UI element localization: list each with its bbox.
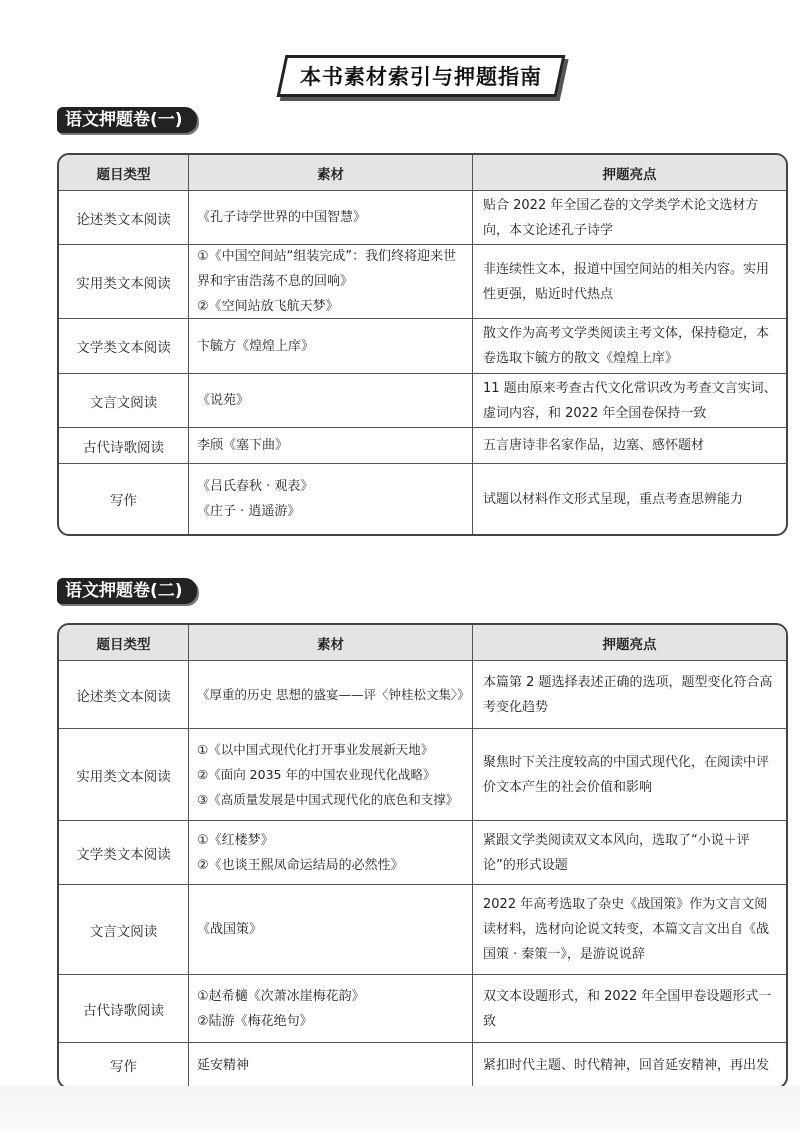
material-line: ①《以中国式现代化打开事业发展新天地》 xyxy=(197,742,434,757)
cell-type: 写作 xyxy=(59,1043,189,1087)
cell-highlight: 2022 年高考选取了杂史《战国策》作为文言文阅读材料，选材向论说文转变，本篇文言文出自《战国策 · 秦策一》，是游说说辞 xyxy=(473,885,786,975)
cell-type: 实用类文本阅读 xyxy=(59,729,189,821)
material-line: ①《中国空间站“组装完成”：我们终将迎来世界和宇宙浩荡不息的回响》 xyxy=(197,249,457,289)
material-line: 李颀《塞下曲》 xyxy=(197,438,289,453)
material-line: 延安精神 xyxy=(197,1057,250,1073)
cell-type: 实用类文本阅读 xyxy=(59,245,189,319)
material-line: ①赵希㰅《次萧冰崖梅花韵》 xyxy=(197,988,365,1004)
cell-type: 写作 xyxy=(59,464,189,534)
header-highlight: 押题亮点 xyxy=(473,625,786,661)
cell-material xyxy=(189,661,473,729)
cell-highlight: 非连续性文本，报道中国空间站的相关内容。实用性更强，贴近时代热点 xyxy=(473,245,786,319)
cell-type: 文学类文本阅读 xyxy=(59,319,189,374)
header-material: 素材 xyxy=(189,155,473,191)
material-line: 《说苑》 xyxy=(197,393,250,408)
cell-material xyxy=(189,464,473,534)
cell-material xyxy=(189,428,473,464)
cell-material xyxy=(189,1043,473,1087)
section-label-1: 语文押题卷(一) xyxy=(57,107,197,133)
header-highlight: 押题亮点 xyxy=(473,155,786,191)
cell-type: 古代诗歌阅读 xyxy=(59,428,189,464)
material-line: ②《空间站放飞航天梦》 xyxy=(197,299,339,314)
cell-highlight: 五言唐诗非名家作品，边塞、感怀题材 xyxy=(473,428,786,464)
page-bottom-shadow xyxy=(0,1086,800,1131)
index-table-2 xyxy=(57,623,788,1089)
header-type: 题目类型 xyxy=(59,625,189,661)
cell-type: 论述类文本阅读 xyxy=(59,661,189,729)
cell-highlight: 11 题由原来考查古代文化常识改为考查文言实词、虚词内容，和 2022 年全国卷保持一致 xyxy=(473,374,786,428)
cell-material xyxy=(189,319,473,374)
cell-type: 文学类文本阅读 xyxy=(59,821,189,885)
material-line: 《厚重的历史 思想的盛宴——评〈钟桂松文集〉》 xyxy=(197,687,470,702)
cell-highlight: 散文作为高考文学类阅读主考文体，保持稳定，本卷选取卞毓方的散文《煌煌上庠》 xyxy=(473,319,786,374)
cell-material xyxy=(189,191,473,245)
cell-type: 古代诗歌阅读 xyxy=(59,975,189,1043)
cell-highlight: 试题以材料作文形式呈现，重点考查思辨能力 xyxy=(483,491,744,507)
cell-material xyxy=(189,975,473,1043)
cell-material xyxy=(189,821,473,885)
material-line: 卞毓方《煌煌上庠》 xyxy=(197,338,315,354)
header-material: 素材 xyxy=(189,625,473,661)
material-line: ①《红楼梦》 xyxy=(197,832,274,848)
material-line: 《庄子 · 逍遥游》 xyxy=(197,504,301,519)
cell-type: 文言文阅读 xyxy=(59,885,189,975)
cell-type: 文言文阅读 xyxy=(59,374,189,428)
material-line: ③《高质量发展是中国式现代化的底色和支撑》 xyxy=(197,792,459,807)
cell-type: 论述类文本阅读 xyxy=(59,191,189,245)
section-label-2: 语文押题卷(二) xyxy=(57,578,197,604)
material-line: ②陆游《梅花绝句》 xyxy=(197,1013,313,1029)
index-table-1 xyxy=(57,153,788,536)
header-type: 题目类型 xyxy=(59,155,189,191)
cell-highlight: 贴合 2022 年全国乙卷的文学类学术论文选材方向，本文论述孔子诗学 xyxy=(473,191,786,245)
material-line: ②《面向 2035 年的中国农业现代化战略》 xyxy=(197,767,436,782)
cell-material xyxy=(189,885,473,975)
cell-material xyxy=(189,729,473,821)
cell-highlight: 双文本设题形式，和 2022 年全国甲卷设题形式一致 xyxy=(473,975,786,1043)
material-line: 《吕氏春秋 · 观表》 xyxy=(197,479,314,494)
cell-highlight: 紧扣时代主题、时代精神，回首延安精神，再出发 xyxy=(483,1057,770,1073)
material-line: 《孔子诗学世界的中国智慧》 xyxy=(197,210,367,225)
cell-highlight: 紧跟文学类阅读双文本风向，选取了“小说＋评论”的形式设题 xyxy=(473,821,786,885)
cell-highlight: 本篇第 2 题选择表述正确的选项，题型变化符合高考变化趋势 xyxy=(473,661,786,729)
page-title: 本书素材索引与押题指南 xyxy=(300,65,542,89)
cell-highlight: 聚焦时下关注度较高的中国式现代化，在阅读中评价文本产生的社会价值和影响 xyxy=(473,729,786,821)
cell-material xyxy=(189,374,473,428)
material-line: 《战国策》 xyxy=(197,922,263,937)
material-line: ②《也谈王熙凤命运结局的必然性》 xyxy=(197,857,404,873)
cell-material xyxy=(189,245,473,319)
